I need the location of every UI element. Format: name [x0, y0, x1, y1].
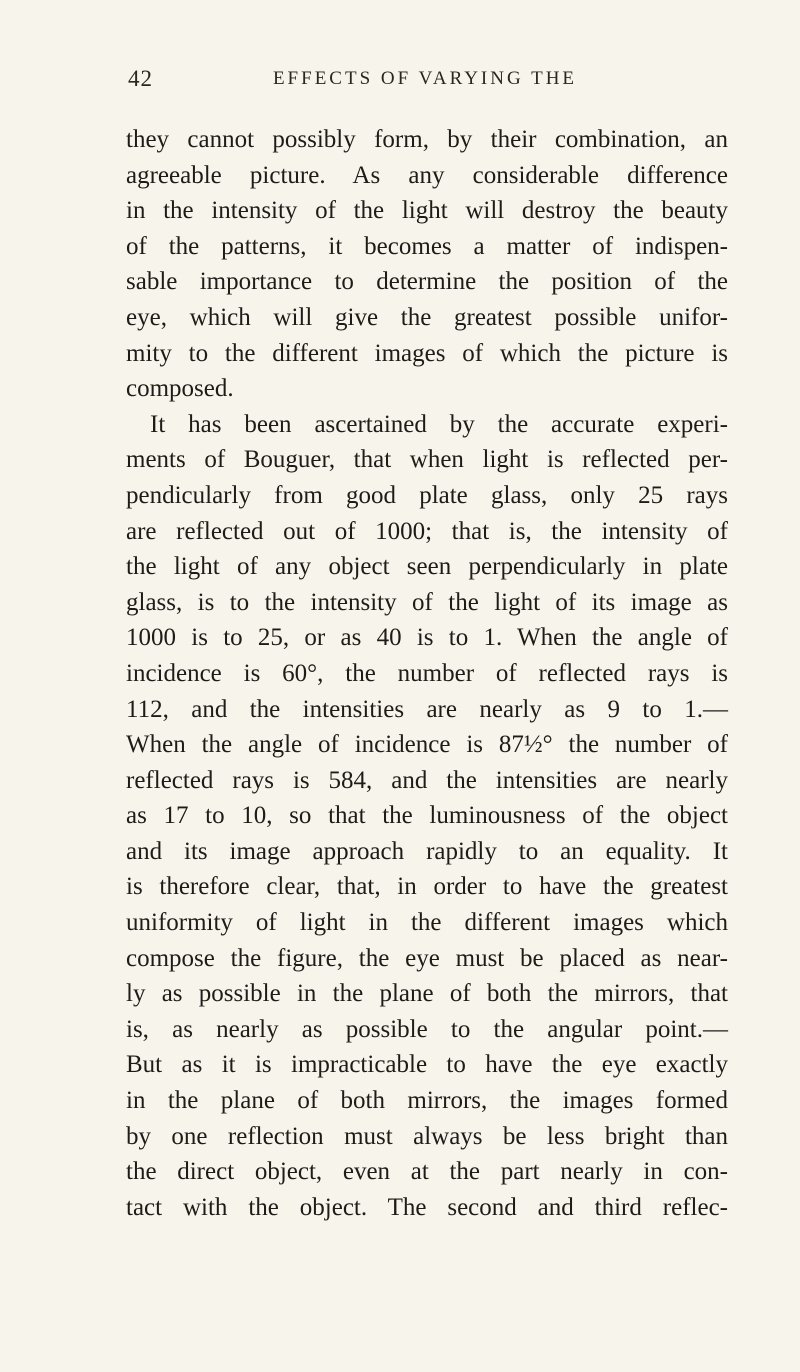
- text-line: reflected rays is 584, and the intensities are nearly: [126, 766, 728, 794]
- text-line: is therefore clear, that, in order to have the greatest: [126, 873, 728, 901]
- text-line: ly as possible in the plane of both the mirrors, that: [126, 980, 728, 1008]
- text-line: is, as nearly as possible to the angular point.—: [126, 1015, 728, 1043]
- paragraph-end-line: composed.: [126, 375, 234, 403]
- text-line: glass, is to the intensity of the light of its image as: [126, 588, 728, 616]
- text-line: are reflected out of 1000; that is, the intensity of: [126, 517, 728, 545]
- text-line: by one reflection must always be less bright than: [126, 1122, 728, 1150]
- text-line: in the plane of both mirrors, the images formed: [126, 1087, 728, 1115]
- body-text: [126, 122, 728, 1225]
- text-line: mity to the different images of which the picture is: [126, 339, 728, 367]
- text-line: 1000 is to 25, or as 40 is to 1. When the angle of: [126, 624, 728, 652]
- running-title: EFFECTS OF VARYING THE: [272, 68, 578, 89]
- text-line: eye, which will give the greatest possible unifor-: [126, 303, 728, 331]
- page-number: 42: [128, 66, 153, 91]
- paragraph-start-line: It has been ascertained by the accurate experi-: [150, 410, 728, 438]
- text-line: pendicularly from good plate glass, only 25 rays: [126, 481, 728, 509]
- text-line: the direct object, even at the part nearly in con-: [126, 1158, 728, 1186]
- text-line: sable importance to determine the position of the: [126, 268, 728, 296]
- text-line: 112, and the intensities are nearly as 9 to 1.—: [126, 695, 728, 723]
- running-head: [120, 66, 730, 106]
- text-line: uniformity of light in the different images which: [126, 909, 728, 937]
- text-line: incidence is 60°, the number of reflected rays is: [126, 659, 728, 687]
- text-line: of the patterns, it becomes a matter of indispen-: [126, 232, 728, 260]
- text-line: When the angle of incidence is 87½° the number of: [126, 731, 728, 759]
- text-line: and its image approach rapidly to an equality. It: [126, 837, 728, 865]
- text-line: the light of any object seen perpendicularly in plate: [126, 553, 728, 581]
- text-line: tact with the object. The second and third reflec-: [126, 1193, 728, 1221]
- text-line: But as it is impracticable to have the eye exactly: [126, 1051, 728, 1079]
- text-line: ments of Bouguer, that when light is reflected per-: [126, 446, 728, 474]
- text-line: agreeable picture. As any considerable difference: [126, 161, 728, 189]
- text-line: as 17 to 10, so that the luminousness of the object: [126, 802, 728, 830]
- text-line: they cannot possibly form, by their combination, an: [126, 126, 728, 153]
- text-line: in the intensity of the light will destroy the beauty: [126, 197, 728, 225]
- text-line: compose the figure, the eye must be placed as near-: [126, 944, 728, 972]
